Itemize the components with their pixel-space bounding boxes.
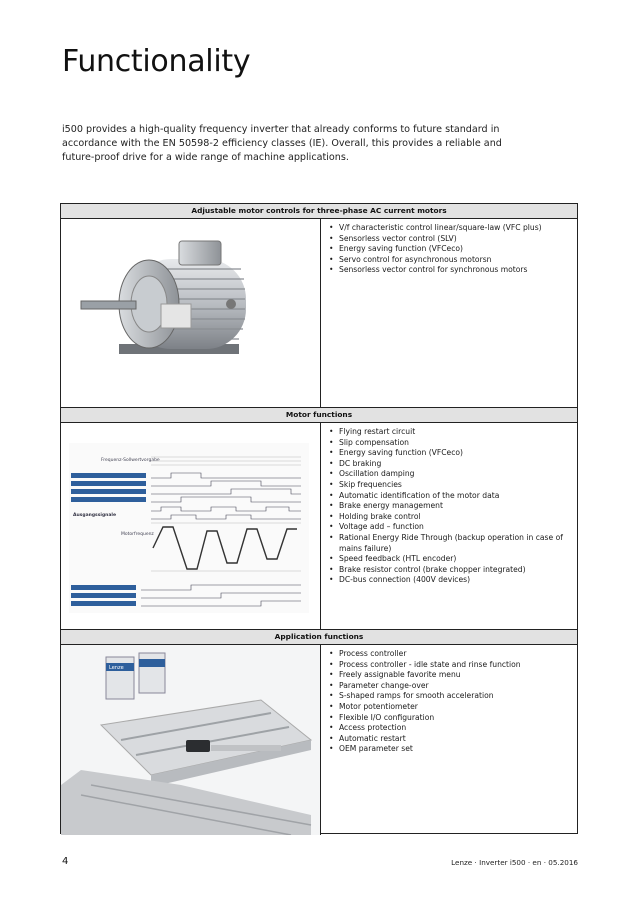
section-header: Motor functions — [61, 408, 577, 423]
list-item: • Motor potentiometer — [329, 702, 571, 713]
footer-text: Lenze · Inverter i500 · en · 05.2016 — [451, 858, 578, 867]
brand-label: Lenze — [109, 665, 124, 671]
diagram-label-wave: Motorfrequenz — [121, 532, 154, 537]
section-motor-controls — [60, 203, 578, 408]
list-item: • Process controller — [329, 649, 571, 660]
list-item: • Oscillation damping — [329, 469, 571, 480]
list-item: • OEM parameter set — [329, 744, 571, 755]
list-item: • Flying restart circuit — [329, 427, 571, 438]
intro-paragraph: i500 provides a high-quality frequency inverter that already conforms to future standard in accordance with the EN 50598-2 efficiency classes (IE). Overall, this provides a reliable and future-proof drive for a wide range of machine applications. — [62, 124, 502, 163]
page-title: Functionality — [62, 44, 251, 79]
list-item: • Speed feedback (HTL encoder) — [329, 554, 571, 565]
list-item: • Parameter change-over — [329, 681, 571, 692]
feature-list — [329, 223, 571, 276]
list-item: • S-shaped ramps for smooth acceleration — [329, 691, 571, 702]
conveyor-system-image — [61, 645, 321, 835]
diagram-label-mid: Ausgangssignale — [73, 513, 117, 518]
page-number: 4 — [62, 856, 69, 867]
list-item: • Slip compensation — [329, 438, 571, 449]
diagram-label-top: Frequenz-Sollwertvorgabe — [101, 458, 160, 463]
list-item: • Automatic identification of the motor data — [329, 491, 571, 502]
list-item: • Rational Energy Ride Through (backup operation in case of mains failure) — [329, 533, 571, 554]
section-application-functions — [60, 629, 578, 834]
list-item: • Brake resistor control (brake chopper integrated) — [329, 565, 571, 576]
list-item: • Energy saving function (VFCeco) — [329, 448, 571, 459]
list-item: • Sensorless vector control for synchronous motors — [329, 265, 571, 276]
feature-list — [329, 649, 571, 755]
list-item: • Sensorless vector control (SLV) — [329, 234, 571, 245]
list-item: • Access protection — [329, 723, 571, 734]
feature-list — [329, 427, 571, 586]
list-item: • Automatic restart — [329, 734, 571, 745]
section-motor-functions — [60, 407, 578, 630]
list-item: • Voltage add – function — [329, 522, 571, 533]
list-item: • Flexible I/O configuration — [329, 713, 571, 724]
list-item: • Freely assignable favorite menu — [329, 670, 571, 681]
list-item: • Process controller - idle state and rinse function — [329, 660, 571, 671]
list-item: • DC braking — [329, 459, 571, 470]
list-item: • DC-bus connection (400V devices) — [329, 575, 571, 586]
section-header: Adjustable motor controls for three-phase AC current motors — [61, 204, 577, 219]
signal-timing-diagram-image — [61, 423, 321, 631]
list-item: • Holding brake control — [329, 512, 571, 523]
list-item: • V/f characteristic control linear/square-law (VFC plus) — [329, 223, 571, 234]
list-item: • Skip frequencies — [329, 480, 571, 491]
list-item: • Servo control for asynchronous motorsn — [329, 255, 571, 266]
section-header: Application functions — [61, 630, 577, 645]
list-item: • Brake energy management — [329, 501, 571, 512]
list-item: • Energy saving function (VFCeco) — [329, 244, 571, 255]
electric-motor-image — [61, 219, 321, 409]
